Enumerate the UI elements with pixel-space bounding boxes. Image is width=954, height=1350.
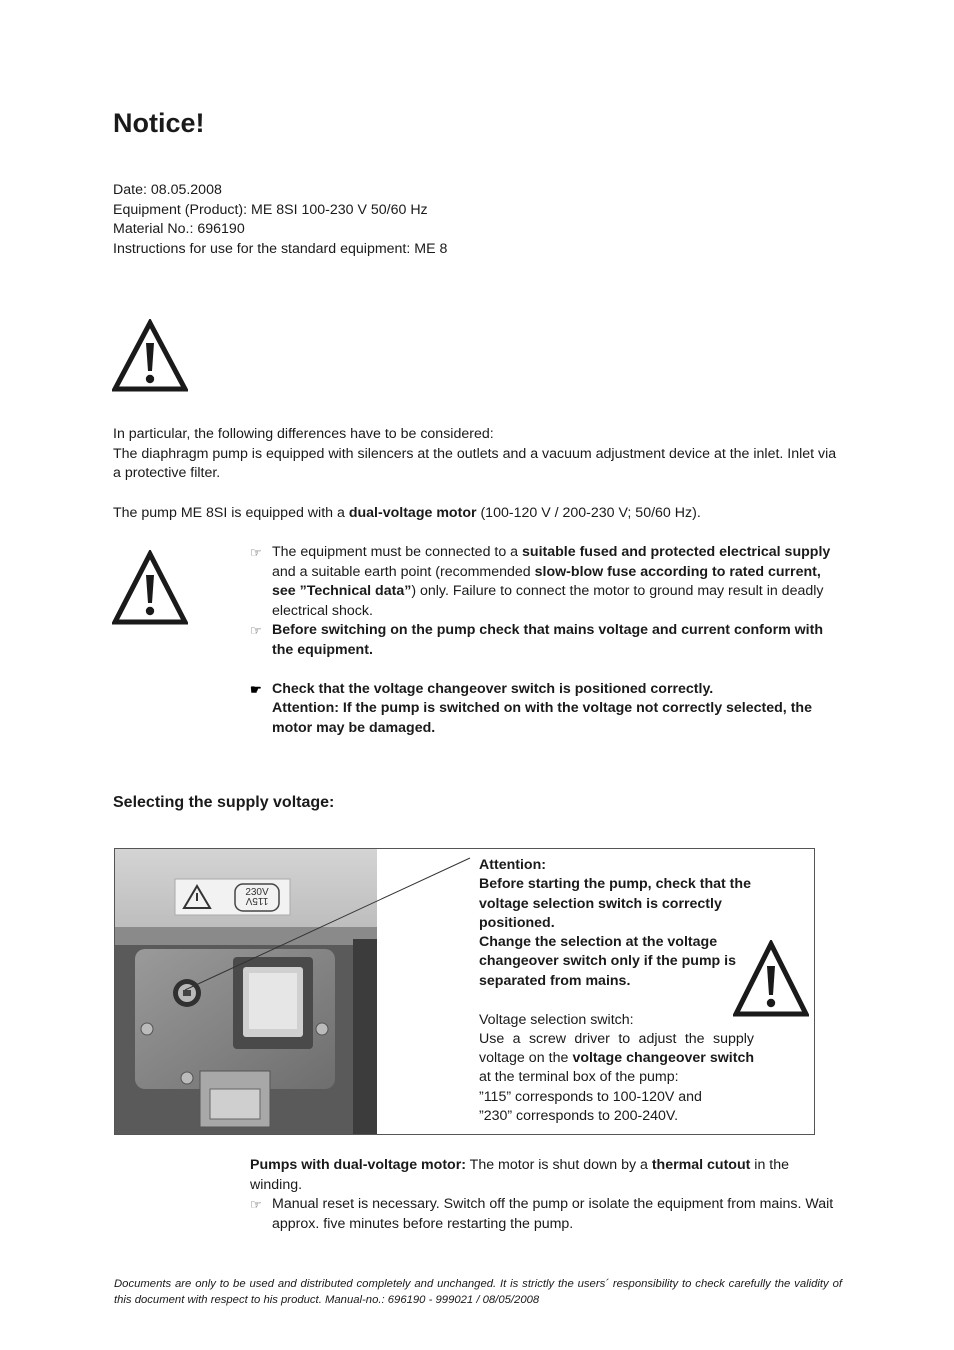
bullet-item	[250, 543, 842, 621]
pointing-hand-icon: ☞	[250, 623, 262, 638]
bullet-bold: suitable fused and protected electrical supply	[522, 544, 831, 560]
safety-bullets	[250, 543, 842, 738]
intro-paragraph	[113, 425, 843, 484]
pointing-hand-icon: ☞	[250, 545, 262, 560]
pointing-hand-icon: ☛	[250, 681, 262, 697]
thermal-paragraph	[250, 1156, 842, 1195]
footer-disclaimer: Documents are only to be used and distributed completely and unchanged. It is strictly the users´ responsibility to check carefully the validity of this document with respect to his product. Manual-no.: 696190 - 999021 / 08/05/2008	[114, 1278, 842, 1306]
section-heading: Selecting the supply voltage:	[113, 794, 335, 811]
meta-material: Material No.: 696190	[113, 221, 245, 237]
thermal-bold: Pumps with dual-voltage motor:	[250, 1157, 466, 1173]
switch-text	[479, 1030, 754, 1088]
meta-date: Date: 08.05.2008	[113, 182, 222, 198]
thermal-text: The motor is shut down by a	[465, 1157, 652, 1173]
bullet-bold: slow-blow fuse according to rated current, see ”Technical data”	[272, 563, 821, 599]
bullet-item	[250, 680, 842, 739]
bullet-text: Manual reset is necessary. Switch off the pump or isolate the equipment from mains. Wait approx. five minutes before restarting the pump.	[272, 1196, 834, 1232]
switch-bold: voltage changeover switch	[572, 1050, 755, 1067]
warning-triangle-icon	[112, 319, 188, 393]
thermal-bold-2: thermal cutout	[651, 1157, 751, 1173]
thermal-text-2: in the winding.	[250, 1157, 790, 1193]
meta-equipment: Equipment (Product): ME 8SI 100-230 V 50/60 Hz	[113, 201, 428, 218]
motor-text: The pump ME 8SI is equipped with a	[113, 505, 349, 521]
attention-label: Attention:	[479, 857, 546, 873]
warning-triangle-icon	[112, 550, 188, 626]
bullet-item	[250, 1195, 842, 1234]
bullet-text: and a suitable earth point (recommended	[272, 563, 535, 580]
motor-text-end: (100-120 V / 200-230 V; 50/60 Hz).	[476, 505, 701, 521]
voltage-230: ”230” corresponds to 200-240V.	[479, 1108, 679, 1125]
switch-text-1: Use a screw driver to adjust the supply voltage on the	[479, 1030, 754, 1067]
change-text: Change the selection at the voltage changeover switch only if the pump is separated from mains.	[479, 934, 736, 989]
motor-paragraph	[113, 504, 843, 524]
voltage-115: ”115” corresponds to 100-120V and	[479, 1088, 702, 1105]
intro-line-2: The diaphragm pump is equipped with silencers at the outlets and a vacuum adjustment device at the inlet. Inlet via a protective filter.	[113, 445, 837, 481]
bullet-bold: Check that the voltage changeover switch is positioned correctly.	[272, 680, 714, 697]
bullet-item	[250, 621, 842, 660]
page-title: Notice!	[113, 108, 205, 138]
intro-line-1: In particular, the following differences have to be considered:	[113, 426, 494, 442]
meta-instructions: Instructions for use for the standard equipment: ME 8	[113, 240, 448, 257]
pointing-hand-icon: ☞	[250, 1197, 262, 1212]
bullet-bold: Before switching on the pump check that mains voltage and current conform with the equipment.	[272, 622, 824, 658]
bullet-text: The equipment must be connected to a	[272, 544, 523, 560]
bullet-text: ) only. Failure to connect the motor to ground may result in deadly electrical shock.	[272, 583, 824, 619]
document-meta	[113, 181, 447, 259]
attention-text: Before starting the pump, check that the voltage selection switch is correctly positioned.	[479, 876, 751, 931]
motor-bold: dual-voltage motor	[348, 505, 477, 521]
switch-heading: Voltage selection switch:	[479, 1011, 634, 1028]
switch-text-2: at the terminal box of the pump:	[479, 1069, 679, 1086]
label-115v: 115V	[245, 895, 269, 906]
leader-line	[180, 855, 475, 995]
figure-caption	[479, 856, 754, 1126]
bullet-bold: Attention: If the pump is switched on with the voltage not correctly selected, the motor may be damaged.	[272, 700, 812, 736]
thermal-note	[250, 1156, 842, 1234]
label-230v: 230V	[245, 887, 269, 898]
